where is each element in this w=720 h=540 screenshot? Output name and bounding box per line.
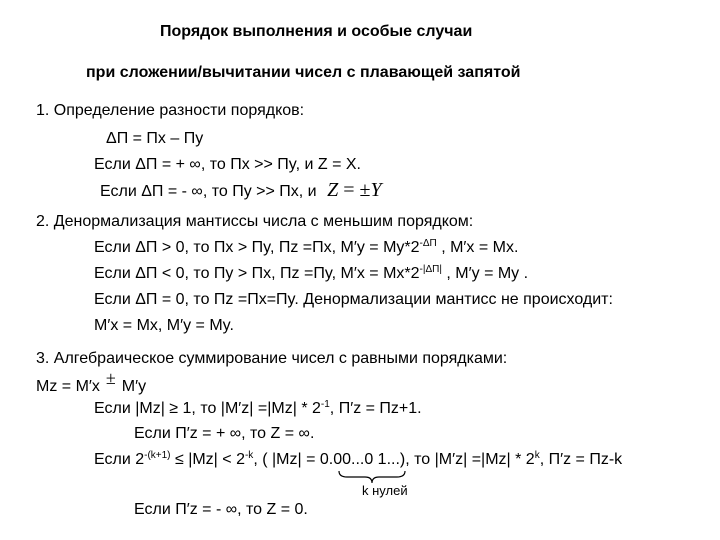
section1-heading: 1. Определение разности порядков:	[36, 102, 305, 119]
section3-line1-tail: , П′z = Пz+1.	[329, 400, 422, 417]
section2-line1-text: Если ΔП > 0, то Пх > Пy, Пz =Пх, M′y = My*2	[94, 239, 420, 256]
section3-equation	[36, 368, 147, 397]
section1-case2-text: Если ΔП = - ∞, то Пy >> Пх, и	[100, 183, 317, 200]
section2-line2	[94, 264, 528, 284]
section3-line1-text: Если |Mz| ≥ 1, то |M′z| =|Mz| * 2	[94, 400, 321, 417]
section2-line3: Если ΔП = 0, то Пz =Пх=Пy. Денормализации мантисс не происходит:	[94, 291, 613, 308]
section3-line4: Если П′z = - ∞, то Z = 0.	[134, 501, 308, 518]
brace-label: k нулей	[362, 483, 408, 498]
section3-line1-exp: -1	[320, 399, 330, 410]
math-z: Z	[327, 179, 339, 201]
section3-line3-exp2: -k	[244, 450, 254, 461]
section3-line1	[94, 399, 422, 419]
title-line-1: Порядок выполнения и особые случаи	[160, 23, 473, 40]
section3-line3-exp3: k	[534, 450, 540, 461]
section2-line1	[94, 238, 518, 258]
section3-line3	[94, 450, 622, 470]
section3-line3-text-b: ≤ |Mz| < 2	[170, 451, 245, 468]
section2-line2-exp: -|ΔП|	[419, 264, 442, 275]
section1-case2-math	[327, 179, 382, 201]
section3-eq-left: Mz = M′x	[36, 378, 100, 395]
math-eq: =	[338, 179, 360, 201]
section2-line4: M′x = Mx, M′y = My.	[94, 317, 234, 334]
section3-line3-exp1: -(k+1)	[144, 450, 171, 461]
section3-heading: 3. Алгебраическое суммирование чисел с равными порядками:	[36, 350, 508, 367]
section2-line2-text: Если ΔП < 0, то Пy > Пх, Пz =Пy, M′x = Mx*2	[94, 265, 420, 282]
section2-line1-tail: , M′x = Mx.	[436, 239, 519, 256]
title-line-2: при сложении/вычитании чисел с плавающей запятой	[86, 64, 521, 81]
section1-case2	[100, 180, 382, 202]
section1-formula: ΔП = Пх – Пy	[106, 130, 204, 147]
section2-heading: 2. Денормализация мантиссы числа с меньшим порядком:	[36, 213, 474, 230]
section2-line2-tail: , M′y = My .	[441, 265, 529, 282]
section3-line3-text-c: , ( |Mz| = 0.00...0 1...), то |M′z| =|Mz| * 2	[253, 451, 535, 468]
math-y: Y	[370, 179, 382, 201]
section3-line2: Если П′z = + ∞, то Z = ∞.	[134, 425, 315, 442]
section3-eq-right: M′y	[121, 378, 147, 395]
section2-line1-exp: -ΔП	[419, 238, 437, 249]
section3-line3-text-a: Если 2	[94, 451, 145, 468]
math-pm: ±	[359, 179, 371, 201]
section3-line3-text-d: , П′z = Пz-k	[539, 451, 623, 468]
plus-minus-sign: ±	[105, 368, 116, 388]
section1-case1: Если ΔП = + ∞, то Пх >> Пy, и Z = X.	[94, 156, 361, 173]
